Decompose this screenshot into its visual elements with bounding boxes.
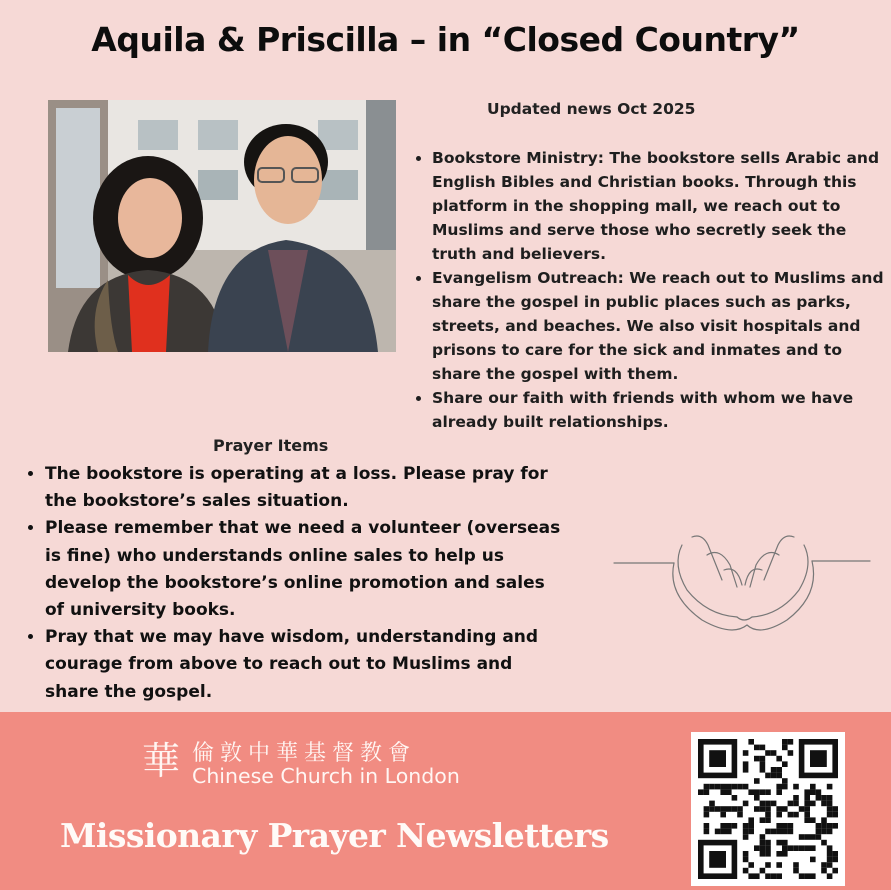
church-name-chinese: 倫敦中華基督教會 <box>192 741 417 766</box>
ministry-list <box>412 146 891 434</box>
church-logo-icon <box>142 734 180 786</box>
updated-date: Updated news Oct 2025 <box>487 100 696 118</box>
newsletter-title: Missionary Prayer Newsletters <box>60 816 609 855</box>
list-item: • Share our faith with friends with whom we have already built relationships. <box>432 386 891 434</box>
page-title: Aquila & Priscilla – in “Closed Country” <box>91 20 800 59</box>
list-item: • Evangelism Outreach: We reach out to Muslims and share the gospel in public places such as parks, streets, and beaches. We also visit hospitals and prisons to care for the sick and inmates and to share the gospel with them. <box>432 266 891 386</box>
list-item: • Please remember that we need a volunteer (overseas is fine) who understands online sales to help us develop the bookstore’s online promotion and sales of university books. <box>45 515 565 624</box>
church-name-english: Chinese Church in London <box>192 764 460 788</box>
qr-code-icon[interactable] <box>691 732 845 886</box>
list-item: • Bookstore Ministry: The bookstore sells Arabic and English Bibles and Christian books. Through this platform in the shopping mall, we reach out to Muslims and serve those who secretly seek the truth and believers. <box>432 146 891 266</box>
couple-photo <box>48 100 396 352</box>
list-item: • The bookstore is operating at a loss. Please pray for the bookstore’s sales situation. <box>45 461 565 515</box>
list-item: • Pray that we may have wisdom, understanding and courage from above to reach out to Muslims and share the gospel. <box>45 624 565 706</box>
prayer-list <box>26 461 565 706</box>
logo-glyph: 華 <box>142 739 180 783</box>
praying-hands-icon <box>612 525 874 640</box>
footer-band <box>0 712 891 890</box>
prayer-heading: Prayer Items <box>213 436 329 455</box>
